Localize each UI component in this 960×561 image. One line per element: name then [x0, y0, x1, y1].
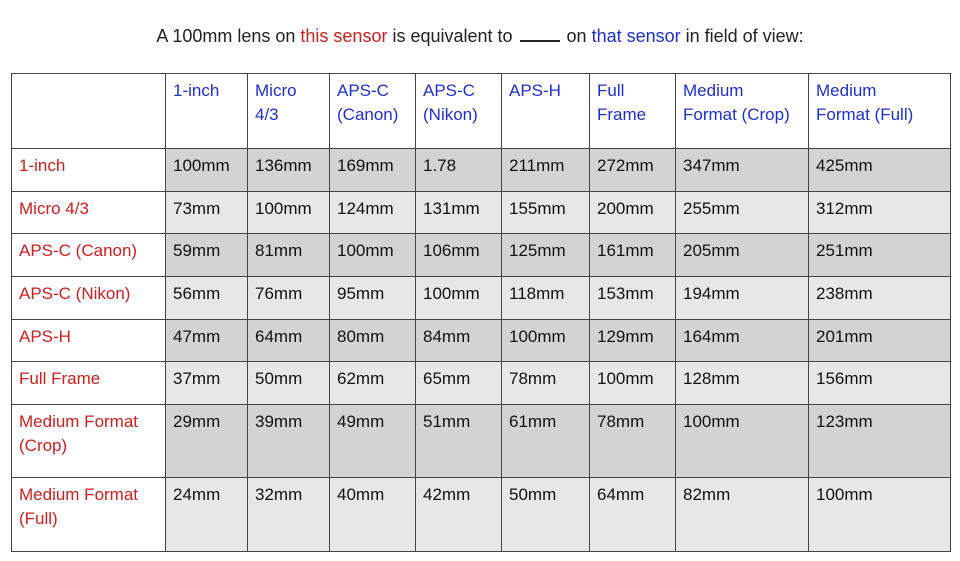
table-cell: 62mm [330, 362, 416, 405]
table-cell: 32mm [248, 478, 330, 552]
table-cell: 29mm [166, 405, 248, 478]
table-cell: 200mm [590, 192, 676, 234]
page-title [0, 26, 960, 47]
table-cell: 100mm [809, 478, 951, 552]
table-cell: 50mm [248, 362, 330, 405]
table-cell: 100mm [676, 405, 809, 478]
table-cell: 425mm [809, 149, 951, 192]
table-cell: 42mm [416, 478, 502, 552]
row-header: Medium Format (Crop) [12, 405, 166, 478]
table-cell: 84mm [416, 320, 502, 362]
column-header-1-inch: 1-inch [166, 74, 248, 149]
table-row [12, 362, 951, 405]
table-cell: 164mm [676, 320, 809, 362]
table-cell: 37mm [166, 362, 248, 405]
column-header-aps-c-nikon: APS-C (Nikon) [416, 74, 502, 149]
table-cell: 82mm [676, 478, 809, 552]
table-cell: 100mm [166, 149, 248, 192]
table-cell: 56mm [166, 277, 248, 320]
title-blank-line [520, 26, 560, 42]
table-cell: 100mm [416, 277, 502, 320]
equivalence-table [11, 73, 951, 552]
table-cell: 123mm [809, 405, 951, 478]
table-cell: 156mm [809, 362, 951, 405]
row-header: Medium Format (Full) [12, 478, 166, 552]
table-cell: 100mm [330, 234, 416, 277]
table-cell: 211mm [502, 149, 590, 192]
title-this-sensor: this sensor [300, 26, 388, 46]
table-cell: 106mm [416, 234, 502, 277]
table-cell: 100mm [590, 362, 676, 405]
table-cell: 65mm [416, 362, 502, 405]
table-row [12, 192, 951, 234]
column-header-micro-4-3: Micro 4/3 [248, 74, 330, 149]
table-row [12, 277, 951, 320]
table-cell: 24mm [166, 478, 248, 552]
column-header-medium-format-crop: Medium Format (Crop) [676, 74, 809, 149]
table-cell: 73mm [166, 192, 248, 234]
table-cell: 161mm [590, 234, 676, 277]
table-cell: 125mm [502, 234, 590, 277]
table-cell: 153mm [590, 277, 676, 320]
table-cell: 95mm [330, 277, 416, 320]
column-header-full-frame: Full Frame [590, 74, 676, 149]
column-header-aps-c-canon: APS-C (Canon) [330, 74, 416, 149]
table-row [12, 320, 951, 362]
row-header: Full Frame [12, 362, 166, 405]
row-header: APS-C (Nikon) [12, 277, 166, 320]
row-header: APS-C (Canon) [12, 234, 166, 277]
table-cell: 238mm [809, 277, 951, 320]
table-cell: 1.78 [416, 149, 502, 192]
title-after: on [561, 26, 592, 46]
row-header: APS-H [12, 320, 166, 362]
title-middle: is equivalent to [387, 26, 518, 46]
header-row [12, 74, 951, 149]
table-cell: 255mm [676, 192, 809, 234]
title-end: in field of view: [680, 26, 804, 46]
table-cell: 100mm [248, 192, 330, 234]
table-row [12, 405, 951, 478]
table-cell: 131mm [416, 192, 502, 234]
column-header-aps-h: APS-H [502, 74, 590, 149]
table-cell: 61mm [502, 405, 590, 478]
table-cell: 251mm [809, 234, 951, 277]
table-cell: 100mm [502, 320, 590, 362]
table-cell: 205mm [676, 234, 809, 277]
table-cell: 40mm [330, 478, 416, 552]
row-header: Micro 4/3 [12, 192, 166, 234]
row-header: 1-inch [12, 149, 166, 192]
table-cell: 50mm [502, 478, 590, 552]
table-cell: 39mm [248, 405, 330, 478]
table-cell: 124mm [330, 192, 416, 234]
table-cell: 49mm [330, 405, 416, 478]
table-cell: 136mm [248, 149, 330, 192]
table-cell: 64mm [590, 478, 676, 552]
corner-cell [12, 74, 166, 149]
table-row [12, 149, 951, 192]
table-cell: 194mm [676, 277, 809, 320]
table-cell: 76mm [248, 277, 330, 320]
table-cell: 78mm [590, 405, 676, 478]
table-cell: 272mm [590, 149, 676, 192]
title-before: A 100mm lens on [156, 26, 301, 46]
table-cell: 169mm [330, 149, 416, 192]
table-cell: 347mm [676, 149, 809, 192]
table-cell: 64mm [248, 320, 330, 362]
title-that-sensor: that sensor [591, 26, 681, 46]
column-header-medium-format-full: Medium Format (Full) [809, 74, 951, 149]
table-cell: 128mm [676, 362, 809, 405]
table-cell: 118mm [502, 277, 590, 320]
table-cell: 51mm [416, 405, 502, 478]
table-cell: 129mm [590, 320, 676, 362]
table-cell: 155mm [502, 192, 590, 234]
table-cell: 80mm [330, 320, 416, 362]
table-row [12, 234, 951, 277]
table-cell: 78mm [502, 362, 590, 405]
table-cell: 312mm [809, 192, 951, 234]
table-cell: 81mm [248, 234, 330, 277]
table-cell: 47mm [166, 320, 248, 362]
table-cell: 201mm [809, 320, 951, 362]
table-row [12, 478, 951, 552]
table-cell: 59mm [166, 234, 248, 277]
